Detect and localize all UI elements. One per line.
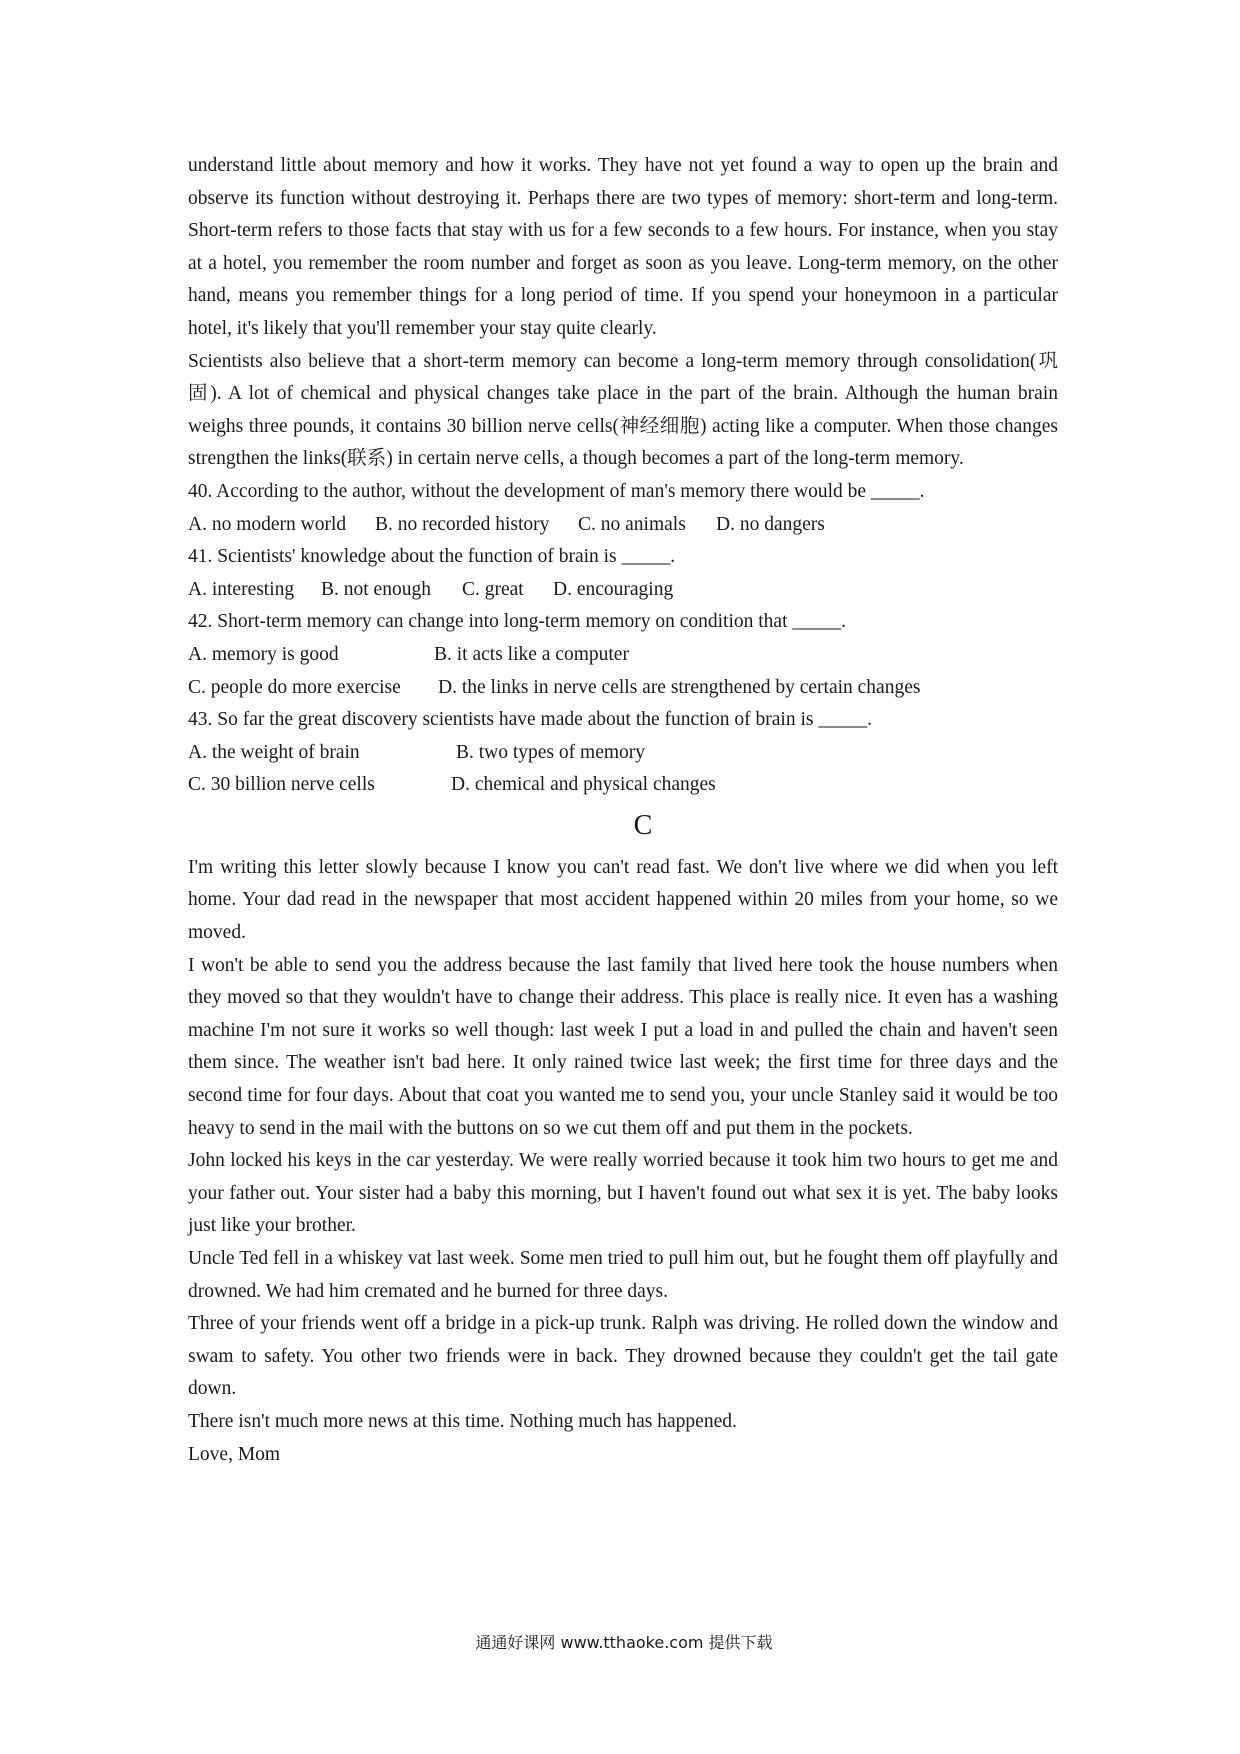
question-42-stem: 42. Short-term memory can change into long-term memory on condition that _____. [188, 611, 846, 633]
passage-c-paragraph-4: Uncle Ted fell in a whiskey vat last week. Some men tried to pull him out, but he fought them off playfully and drowned. We had him cremated and he burned for three days. [188, 1248, 1058, 1302]
question-41-stem: 41. Scientists' knowledge about the function of brain is _____. [188, 546, 676, 568]
passage-c-paragraph-2: I won't be able to send you the address because the last family that lived here took the house numbers when they moved so that they wouldn't have to change their address. This place is really nice. It even has a washing machine I'm not sure it works so well though: last week I put a load in and pulled the chain and haven't seen them since. The weather isn't bad here. It only rained twice last week; the first time for three days and the second time for four days. About that coat you wanted me to send you, your uncle Stanley said it would be too heavy to send in the mail with the buttons on so we cut them off and put them in the pockets. [188, 954, 1058, 1139]
question-40-stem: 40. According to the author, without the development of man's memory there would be _____. [188, 480, 925, 502]
question-41-option-d: D. encouraging [553, 578, 674, 600]
question-43-option-b: B. two types of memory [456, 741, 646, 763]
question-43-option-d: D. chemical and physical changes [451, 774, 716, 796]
question-41-option-a: A. interesting [188, 578, 295, 600]
passage-b-paragraph-2: Scientists also believe that a short-term memory can become a long-term memory through consolidation(巩固). A lot of chemical and physical changes take place in the part of the brain. Although the human brain weighs three pounds, it contains 30 billion nerve cells(神经细胞) acting like a computer. When those changes strengthen the links(联系) in certain nerve cells, a though becomes a part of the long-term memory. [188, 350, 1058, 470]
question-41-options [188, 574, 1058, 607]
passage-c-paragraph-1: I'm writing this letter slowly because I know you can't read fast. We don't live where we did when you left home. Your dad read in the newspaper that most accident happened within 20 miles from your home, so we moved. [188, 856, 1058, 944]
question-41-option-b: B. not enough [321, 578, 431, 600]
passage-c-paragraph-6: There isn't much more news at this time. Nothing much has happened. [188, 1410, 737, 1432]
question-42-options-row-2 [188, 672, 1058, 705]
question-41-option-c: C. great [462, 578, 524, 600]
question-40-option-a: A. no modern world [188, 513, 347, 535]
passage-b-paragraph-1: understand little about memory and how it works. They have not yet found a way to open up the brain and observe its function without destroying it. Perhaps there are two types of memory: short-term and long-term. Short-term refers to those facts that stay with us for a few seconds to a few hours. For instance, when you stay at a hotel, you remember the room number and forget as soon as you leave. Long-term memory, on the other hand, means you remember things for a long period of time. If you spend your honeymoon in a particular hotel, it's likely that you'll remember your stay quite clearly. [188, 155, 1058, 339]
footer-watermark: 通通好课网 www.tthaoke.com 提供下载 [475, 1633, 773, 1652]
question-43-options-row-2 [188, 769, 1058, 802]
passage-c-paragraph-5: Three of your friends went off a bridge in a pick-up trunk. Ralph was driving. He rolled down the window and swam to safety. You other two friends were in back. They drowned because they couldn't get the tail gate down. [188, 1313, 1058, 1400]
question-40-options [188, 509, 1058, 542]
letter-signature: Love, Mom [188, 1443, 281, 1465]
question-43-options-row-1 [188, 737, 1058, 770]
question-43-option-c: C. 30 billion nerve cells [188, 774, 375, 796]
question-42-option-b: B. it acts like a computer [434, 643, 629, 665]
question-40-option-d: D. no dangers [716, 513, 825, 535]
section-c-heading: C [633, 809, 653, 841]
passage-c-paragraph-3: John locked his keys in the car yesterday. We were really worried because it took him two hours to get me and your father out. Your sister had a baby this morning, but I haven't found out what sex it is yet. The baby looks just like your brother. [188, 1150, 1058, 1237]
question-43-option-a: A. the weight of brain [188, 741, 360, 763]
question-42-option-a: A. memory is good [188, 643, 339, 665]
question-42-option-d: D. the links in nerve cells are strengthened by certain changes [438, 676, 921, 698]
document-page [188, 150, 1058, 1471]
question-42-options-row-1 [188, 639, 1058, 672]
question-40-option-c: C. no animals [578, 513, 686, 535]
question-40-option-b: B. no recorded history [375, 513, 550, 535]
question-43-stem: 43. So far the great discovery scientists have made about the function of brain is _____. [188, 709, 872, 731]
question-42-option-c: C. people do more exercise [188, 676, 401, 698]
